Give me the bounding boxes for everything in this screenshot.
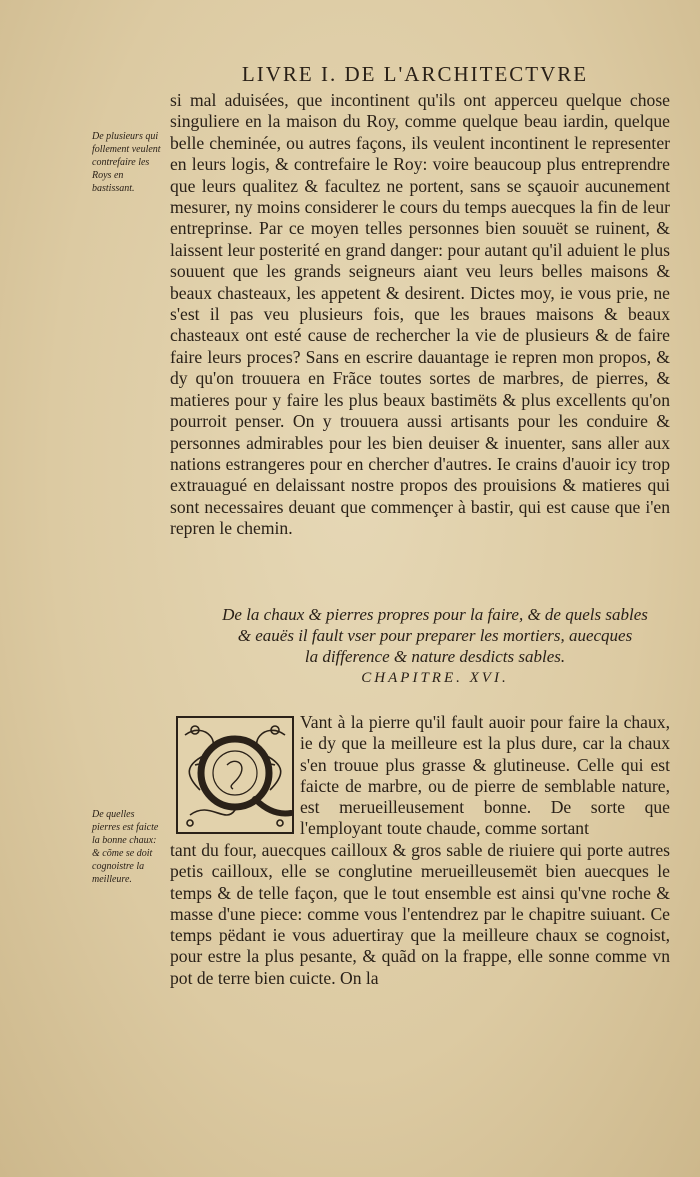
chapter-title — [200, 604, 670, 667]
running-head: LIVRE I. DE L'ARCHITECTVRE — [241, 62, 589, 86]
chapter-text-bottom — [170, 840, 670, 989]
chapter-title-line-1: De la chaux & pierres propres pour la faire, & de quels sables — [222, 605, 648, 624]
side-note-1: De plusieurs qui follement veulent contrefaire les Roys en bastissant. — [92, 131, 161, 194]
chapter-title-line-3: la difference & nature desdicts sables. — [304, 647, 566, 666]
chapter-paragraph-a: Vant à la pierre qu'il fault auoir pour faire la chaux, ie dy que la meilleure est la plus dure, car la chaux s'en trouue plus grasse & glutineuse. Celle qui est faicte de marbre, ou de pierre de semblable nature, est merueilleusement bonne. De sorte que l'employant toute chaude, comme sortant — [300, 712, 670, 839]
chapter-label: CHAPITRE. XVI. — [361, 670, 509, 686]
main-text-block — [170, 90, 670, 540]
decorated-initial-q-icon — [175, 715, 295, 835]
chapter-paragraph-b: tant du four, auecques cailloux & gros sable de riuiere qui porte autres petis cailloux, elle se conglutine merueilleusemët bien auecques le temps & de telle façon, que le tout ensemble est ainsi qu'vne roche & masse d'une piece: comme vous l'entendrez par le chapitre suiuant. Ce temps pëdant ie vous aduertiray que la meilleure chaux se cognoist, pour estre la plus pesante, & quãd on la frappe, elle sonne comme vn pot de terre bien cuicte. On la — [170, 840, 670, 988]
side-note-2: De quelles pierres est faicte la bonne chaux: & cõme se doit cognoistre la meilleure. — [92, 809, 159, 885]
chapter-text-top — [300, 712, 670, 840]
main-paragraph: si mal aduisées, que incontinent qu'ils ont apperceu quelque chose singuliere en la maison du Roy, comme quelque beau iardin, quelque belle cheminée, ou autres façons, ils veulent incontinent le representer en leurs logis, & contrefaire le Roy: voire beaucoup plus entreprendre que leurs qualitez & facultez ne portent, sans se sçauoir aucunement mesurer, ny moins considerer le cours du temps auecques la fin de leur entreprinse. Par ce moyen telles personnes bien souuët se ruinent, & laissent leur posterité en grand danger: pour autant qu'il aduient le plus souuent que les grands seigneurs aiant veu leurs belles maisons & beaux chasteaux, les appetent & desirent. Dictes moy, ie vous prie, ne s'est il pas veu plusieurs fois, que les braues maisons & beaux chasteaux ont esté cause de rechercher la vie de plusieurs & de faire faire leurs proces? Sans en escrire dauantage ie repren mon propos, & dy qu'on trouuera en Frãce toutes sortes de marbres, de pierres, & matieres pour y faire les plus beaux bastimëts & plus excellents qu'on pourroit penser. On y trouuera aussi artisants pour les conduire & personnes admirables pour les bien deuiser & inuenter, sans aller aux nations estrangeres pour en chercher d'autres. Ie crains d'auoir icy trop extrauagué en delaissant nostre propos des prouisions & matieres qui sont necessaires deuant que commençer à bastir, qui est cause que i'en repren le chemin. — [170, 90, 670, 539]
chapter-title-line-2: & eauës il fault vser pour preparer les mortiers, auecques — [237, 626, 633, 645]
